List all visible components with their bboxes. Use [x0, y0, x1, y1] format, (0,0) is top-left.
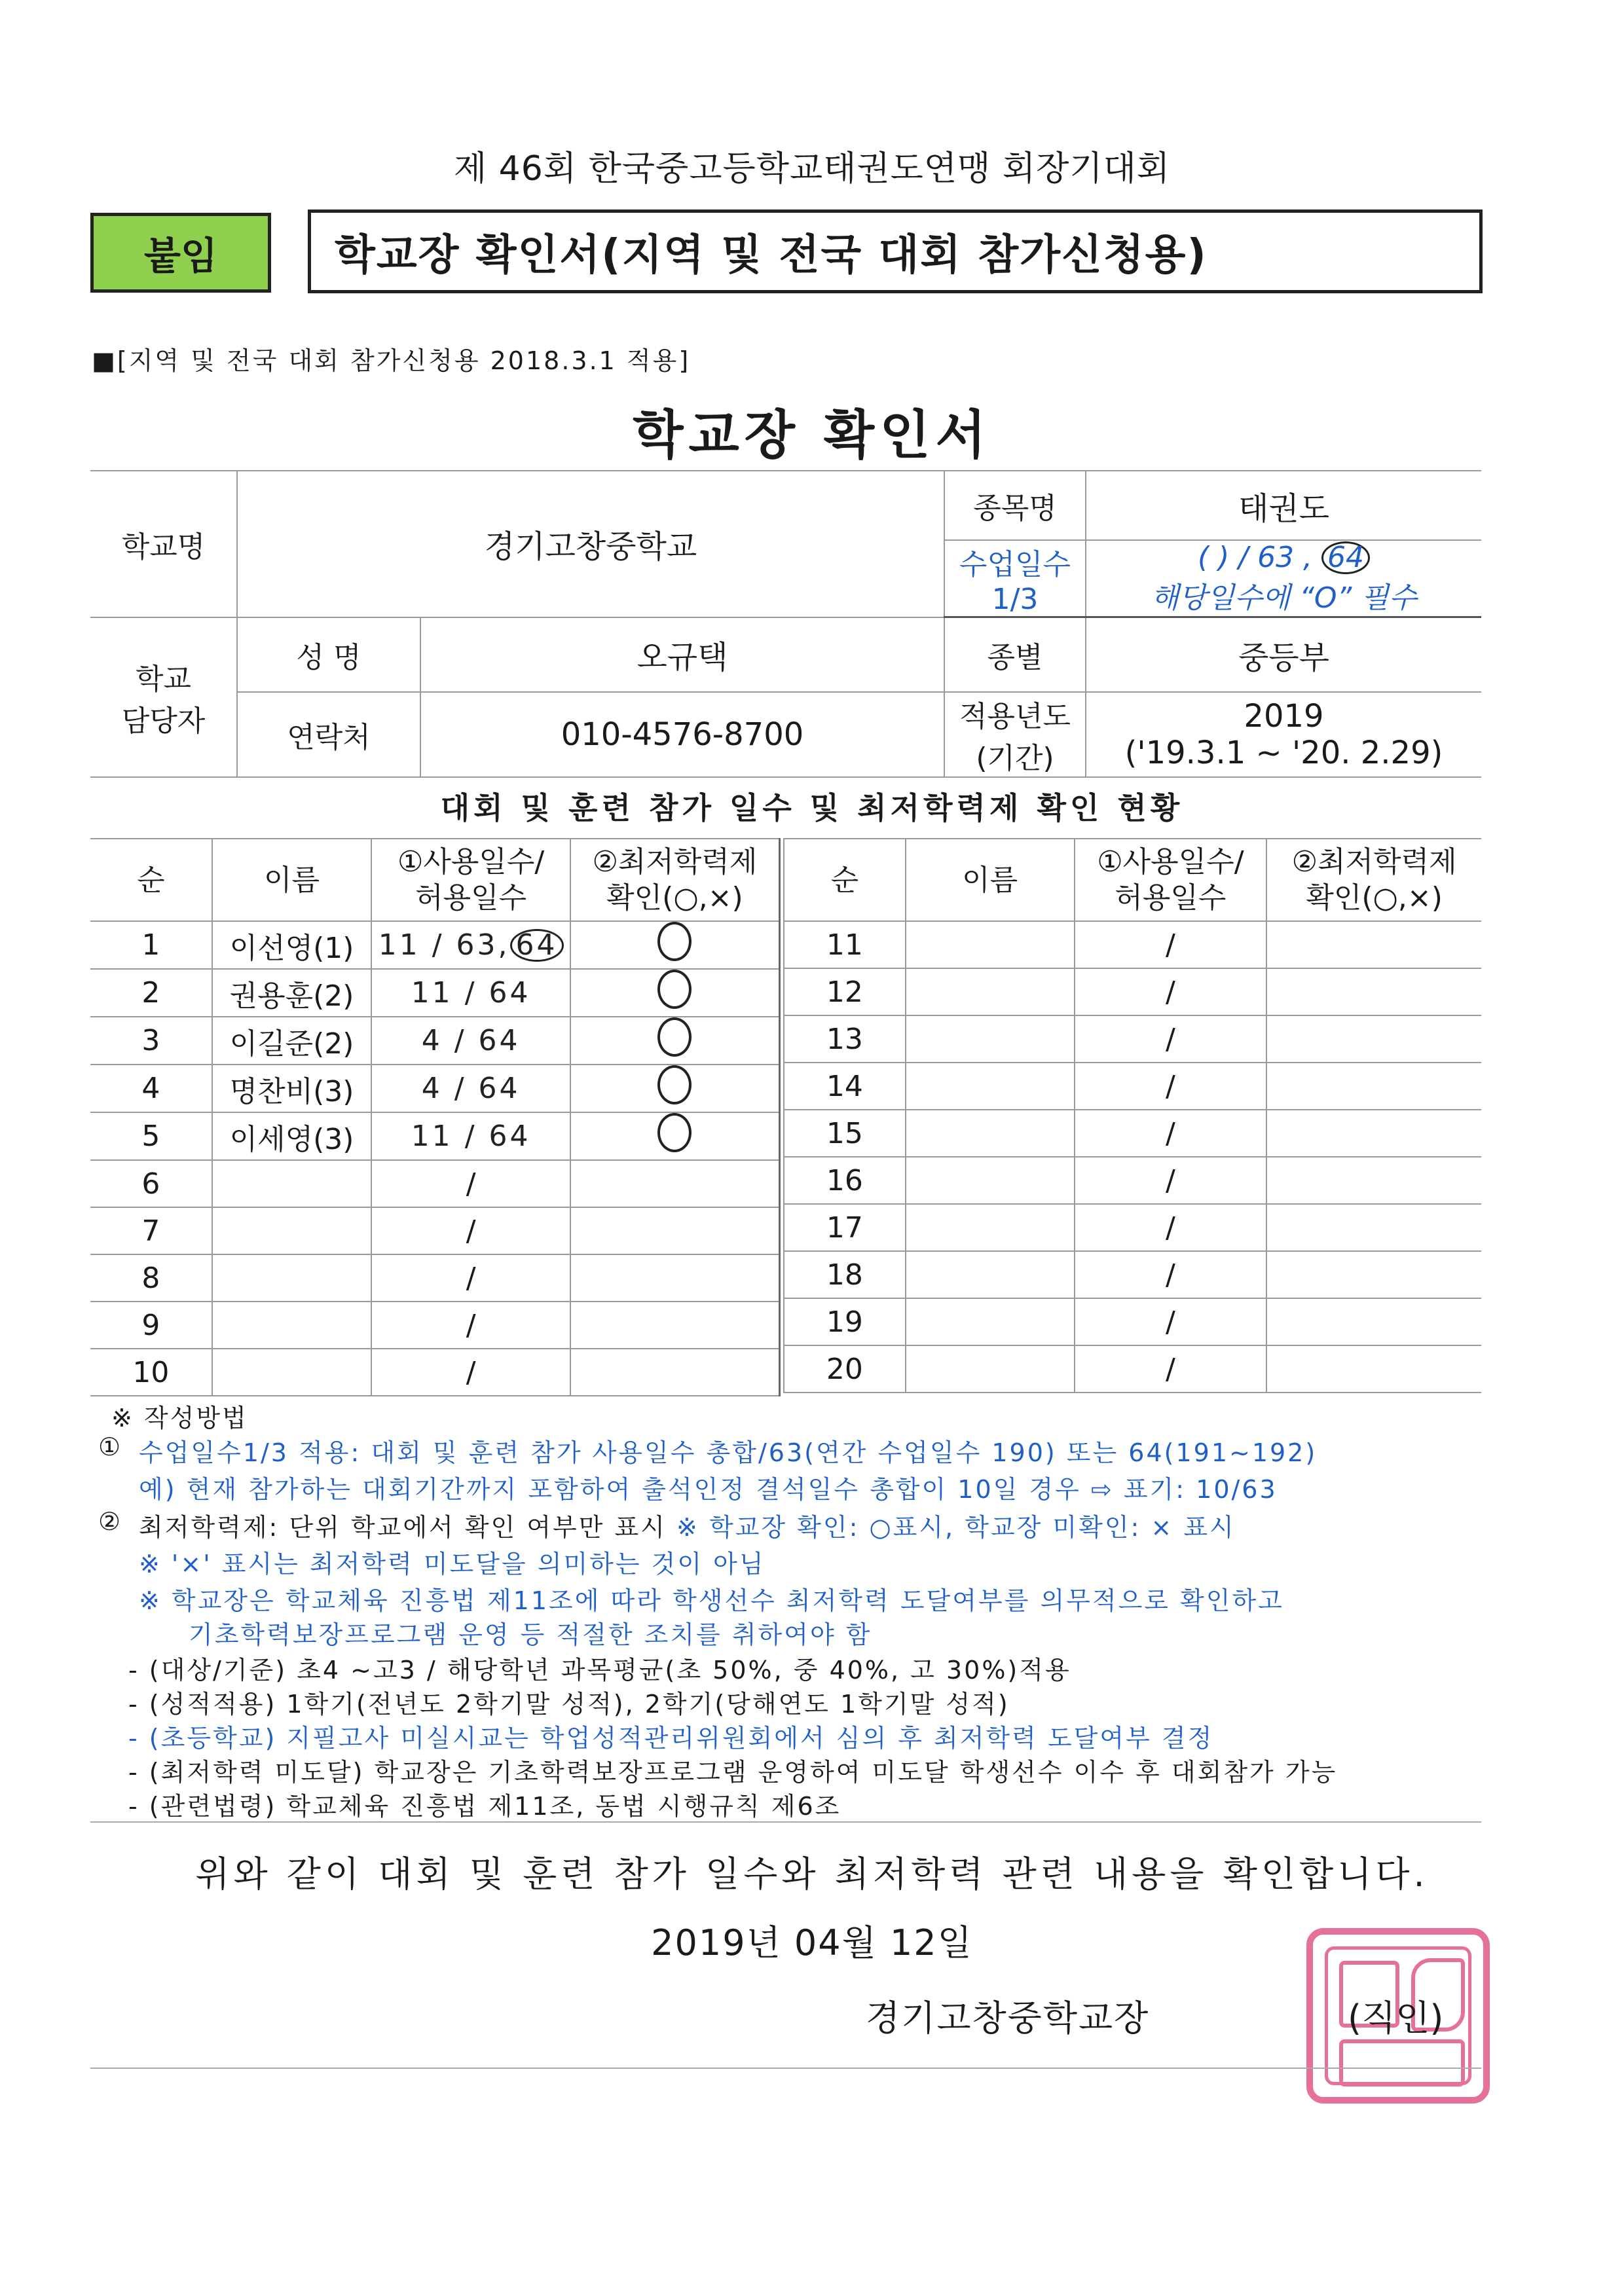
- detail-5: - (관련법령) 학교체육 진흥법 제11조, 동법 시행규칙 제6조: [128, 1792, 841, 1821]
- row-number: 20: [784, 1345, 906, 1393]
- student-name: 명찬비(3): [212, 1065, 372, 1112]
- used-allowed-days: /: [371, 1349, 570, 1396]
- row-number: 14: [784, 1063, 906, 1110]
- used-allowed-days: /: [1075, 968, 1267, 1015]
- header-check-line2: 확인(○,×): [1306, 881, 1443, 915]
- seal-mark: (직인): [1348, 1997, 1444, 2039]
- used-allowed-days: [371, 1065, 570, 1112]
- used-days: 11: [378, 928, 420, 962]
- note-2-line1-blue: ※ 학교장 확인: ○표시, 학교장 미확인: × 표시: [676, 1513, 1236, 1542]
- year-value-line1: 2019: [1244, 698, 1324, 735]
- student-name: [212, 1302, 372, 1349]
- used-allowed-days: /: [1075, 1345, 1267, 1393]
- detail-1: - (대상/기준) 초4 ~고3 / 해당학년 과목평균(초 50%, 중 40%, 고 30%)적용: [128, 1656, 1071, 1685]
- table-row: [784, 1345, 1481, 1393]
- check-circle-mark: [657, 1065, 692, 1104]
- contact-label: 연락처: [237, 692, 420, 777]
- row-number: 18: [784, 1251, 906, 1298]
- slash: /: [454, 1024, 467, 1057]
- used-allowed-days: /: [1075, 1251, 1267, 1298]
- header-days-line2: 허용일수: [415, 881, 527, 915]
- used-allowed-days: [371, 921, 570, 969]
- academic-check: [570, 921, 780, 969]
- form-title: 학교장 확인서(지역 및 전국 대회 참가신청용): [308, 210, 1483, 293]
- row-number: 13: [784, 1015, 906, 1063]
- row-number: 12: [784, 968, 906, 1015]
- table-row: [90, 921, 780, 969]
- academic-check: [570, 1302, 780, 1349]
- student-name: [906, 1110, 1075, 1157]
- school-days-note: 해당일수에 “O” 필수: [1151, 581, 1417, 615]
- student-name: [906, 1204, 1075, 1251]
- academic-check: [1266, 1298, 1481, 1345]
- used-days: 4: [421, 1024, 443, 1057]
- allowed-days: 64: [478, 1024, 521, 1057]
- header-no: 순: [784, 839, 906, 921]
- table-row: [784, 921, 1481, 968]
- academic-check: [570, 1254, 780, 1302]
- slash: /: [464, 976, 477, 1010]
- student-name: [906, 921, 1075, 968]
- used-allowed-days: /: [1075, 921, 1267, 968]
- table-row: [90, 1302, 780, 1349]
- header-check-line2: 확인(○,×): [606, 881, 743, 915]
- table-row: [784, 1110, 1481, 1157]
- student-name: [906, 968, 1075, 1015]
- academic-check: [1266, 1110, 1481, 1157]
- row-number: 9: [90, 1302, 212, 1349]
- table-row: [90, 1112, 780, 1160]
- used-days: 4: [421, 1072, 443, 1105]
- row-number: 6: [90, 1160, 212, 1207]
- note-2-line1: [139, 1507, 1236, 1543]
- detail-2: - (성적적용) 1학기(전년도 2학기말 성적), 2학기(당해연도 1학기말 성적): [128, 1690, 1010, 1719]
- header-check-line1: ②최저학력제: [1291, 845, 1457, 879]
- used-allowed-days: [371, 969, 570, 1017]
- row-number: 5: [90, 1112, 212, 1160]
- row-number: 2: [90, 969, 212, 1017]
- student-name: 권용훈(2): [212, 969, 372, 1017]
- staff-label-line1: 학교: [135, 662, 191, 696]
- academic-check: [570, 1207, 780, 1254]
- attachment-badge: 붙임: [90, 213, 271, 293]
- header-days-line1: ①사용일수/: [1097, 845, 1244, 879]
- division-label: 종별: [944, 617, 1086, 693]
- student-name: [906, 1015, 1075, 1063]
- row-number: 3: [90, 1017, 212, 1065]
- sport-label: 종목명: [944, 471, 1086, 540]
- sport-value: 태권도: [1086, 471, 1481, 540]
- student-name: 이선영(1): [212, 921, 372, 969]
- table-row: [90, 969, 780, 1017]
- signature-date: 2019년 04월 12일: [651, 1922, 973, 1963]
- year-label-line2: (기간): [976, 742, 1054, 775]
- note-2-number: ②: [98, 1507, 123, 1536]
- year-value-line2: ('19.3.1 ~ '20. 2.29): [1124, 735, 1443, 771]
- academic-check: [570, 1349, 780, 1396]
- school-days-value: [1086, 540, 1481, 617]
- school-days-options: [1086, 541, 1481, 574]
- allowed-days: 63,: [456, 928, 510, 962]
- used-allowed-days: [371, 1017, 570, 1065]
- row-number: 4: [90, 1065, 212, 1112]
- student-name: [212, 1160, 372, 1207]
- academic-check: [570, 969, 780, 1017]
- academic-check: [1266, 1015, 1481, 1063]
- header-check: [1266, 839, 1481, 921]
- header-no: 순: [90, 839, 212, 921]
- header-days-line1: ①사용일수/: [397, 845, 545, 879]
- note-1-line1: 수업일수1/3 적용: 대회 및 훈련 참가 사용일수 총합/63(연간 수업일수 190) 또는 64(191~192): [139, 1438, 1318, 1467]
- header-check: [570, 839, 780, 921]
- table-row: [90, 1160, 780, 1207]
- academic-check: [570, 1160, 780, 1207]
- student-name: 이길준(2): [212, 1017, 372, 1065]
- staff-name: 오규택: [420, 617, 944, 693]
- table-row: [90, 1349, 780, 1396]
- used-days: 11: [411, 976, 453, 1010]
- used-allowed-days: /: [371, 1302, 570, 1349]
- student-name: [906, 1345, 1075, 1393]
- academic-check: [1266, 968, 1481, 1015]
- header-name: 이름: [212, 839, 372, 921]
- student-name: [906, 1251, 1075, 1298]
- row-number: 7: [90, 1207, 212, 1254]
- table-row: [90, 1254, 780, 1302]
- notes-heading: ※ 작성방법: [111, 1404, 248, 1432]
- note-2-line3: ※ 학교장은 학교체육 진흥법 제11조에 따라 학생선수 최저학력 도달여부를 의무적으로 확인하고: [139, 1586, 1284, 1615]
- detail-4: - (최저학력 미도달) 학교장은 기초학력보장프로그램 운영하여 미도달 학생선수 이수 후 대회참가 가능: [128, 1758, 1338, 1787]
- header-name: 이름: [906, 839, 1075, 921]
- row-number: 1: [90, 921, 212, 969]
- academic-check: [570, 1017, 780, 1065]
- allowed-days-circled: 64: [510, 929, 564, 962]
- allowed-days: 64: [489, 1120, 531, 1153]
- used-allowed-days: /: [1075, 1110, 1267, 1157]
- principal-title: 경기고창중학교장: [866, 1997, 1150, 2039]
- student-name: 이세영(3): [212, 1112, 372, 1160]
- row-number: 8: [90, 1254, 212, 1302]
- name-label: 성 명: [237, 617, 420, 693]
- slash: /: [454, 1072, 467, 1105]
- check-circle-mark: [657, 1017, 692, 1057]
- school-label: 학교명: [90, 471, 237, 617]
- row-number: 17: [784, 1204, 906, 1251]
- slash: /: [432, 928, 445, 962]
- detail-3: - (초등학교) 지필고사 미실시교는 학업성적관리위원회에서 심의 후 최저학력 도달여부 결정: [128, 1724, 1214, 1753]
- academic-check: [1266, 1204, 1481, 1251]
- used-allowed-days: /: [1075, 1298, 1267, 1345]
- used-days: 11: [411, 1120, 453, 1153]
- header-check-line1: ②최저학력제: [592, 845, 758, 879]
- slash: /: [464, 1120, 477, 1153]
- used-allowed-days: /: [371, 1207, 570, 1254]
- division-value: 중등부: [1086, 617, 1481, 693]
- school-days-circled: 64: [1321, 541, 1370, 574]
- table-row: [90, 1065, 780, 1112]
- closing-statement: 위와 같이 대회 및 훈련 참가 일수와 최저학력 관련 내용을 확인합니다.: [195, 1853, 1429, 1895]
- student-name: [212, 1349, 372, 1396]
- event-title: 제 46회 한국중고등학교태권도연맹 회장기대회: [453, 149, 1171, 189]
- row-number: 15: [784, 1110, 906, 1157]
- row-number: 19: [784, 1298, 906, 1345]
- note-1-line2: 예) 현재 참가하는 대회기간까지 포함하여 출석인정 결석일수 총합이 10일 경우 ⇨ 표기: 10/63: [139, 1475, 1278, 1504]
- notes-divider: [90, 1821, 1481, 1823]
- staff-label: [90, 617, 237, 778]
- table-row: [784, 1298, 1481, 1345]
- student-name: [212, 1207, 372, 1254]
- academic-check: [1266, 1063, 1481, 1110]
- table-row: [90, 1017, 780, 1065]
- row-number: 10: [90, 1349, 212, 1396]
- school-days-label-line1: 수업일수: [959, 548, 1071, 581]
- row-number: 11: [784, 921, 906, 968]
- used-allowed-days: /: [1075, 1204, 1267, 1251]
- school-name: 경기고창중학교: [237, 471, 944, 617]
- bottom-rule: [90, 2068, 1481, 2069]
- form-version: ■[지역 및 전국 대회 참가신청용 2018.3.1 적용]: [92, 346, 691, 375]
- student-name: [906, 1063, 1075, 1110]
- note-2-line4: 기초학력보장프로그램 운영 등 적절한 조치를 취하여야 함: [189, 1620, 872, 1649]
- used-allowed-days: /: [371, 1254, 570, 1302]
- table-row: [784, 1063, 1481, 1110]
- header-days: [371, 839, 570, 921]
- used-allowed-days: /: [1075, 1157, 1267, 1204]
- note-2-line2: ※ '×' 표시는 최저학력 미도달을 의미하는 것이 아님: [139, 1550, 766, 1578]
- academic-check: [1266, 1251, 1481, 1298]
- check-circle-mark: [657, 970, 692, 1009]
- year-label: [944, 692, 1086, 777]
- year-label-line1: 적용년도: [959, 700, 1071, 733]
- student-name: [906, 1157, 1075, 1204]
- academic-check: [1266, 921, 1481, 968]
- school-days-label-line2: 1/3: [991, 583, 1039, 616]
- allowed-days: 64: [489, 976, 531, 1010]
- school-days-options-text: ( ) / 63 ,: [1197, 541, 1313, 574]
- academic-check: [1266, 1345, 1481, 1393]
- used-allowed-days: [371, 1112, 570, 1160]
- table-row: [784, 1204, 1481, 1251]
- note-2-line1-text: 최저학력제: 단위 학교에서 확인 여부만 표시: [139, 1513, 667, 1542]
- student-name: [212, 1254, 372, 1302]
- allowed-days: 64: [478, 1072, 521, 1105]
- school-info-table: [90, 470, 1481, 778]
- note-1-number: ①: [98, 1432, 123, 1461]
- academic-check: [1266, 1157, 1481, 1204]
- student-name: [906, 1298, 1075, 1345]
- document-title: 학교장 확인서: [633, 405, 991, 465]
- status-title: 대회 및 훈련 참가 일수 및 최저학력제 확인 현황: [440, 790, 1184, 826]
- contact-value: 010-4576-8700: [420, 692, 944, 777]
- academic-check: [570, 1065, 780, 1112]
- academic-check: [570, 1112, 780, 1160]
- check-circle-mark: [657, 922, 692, 961]
- table-row: [90, 1207, 780, 1254]
- staff-label-line2: 담당자: [121, 704, 206, 738]
- school-days-label: [944, 540, 1086, 617]
- table-row: [784, 1015, 1481, 1063]
- table-row: [784, 1251, 1481, 1298]
- header-days-line2: 허용일수: [1115, 881, 1227, 915]
- used-allowed-days: /: [1075, 1063, 1267, 1110]
- used-allowed-days: /: [371, 1160, 570, 1207]
- used-allowed-days: /: [1075, 1015, 1267, 1063]
- roster-table-left: [90, 838, 781, 1396]
- header-days: [1075, 839, 1267, 921]
- year-value: [1086, 692, 1481, 777]
- check-circle-mark: [657, 1113, 692, 1152]
- table-row: [784, 968, 1481, 1015]
- row-number: 16: [784, 1157, 906, 1204]
- roster-table-right: [783, 838, 1481, 1393]
- table-row: [784, 1157, 1481, 1204]
